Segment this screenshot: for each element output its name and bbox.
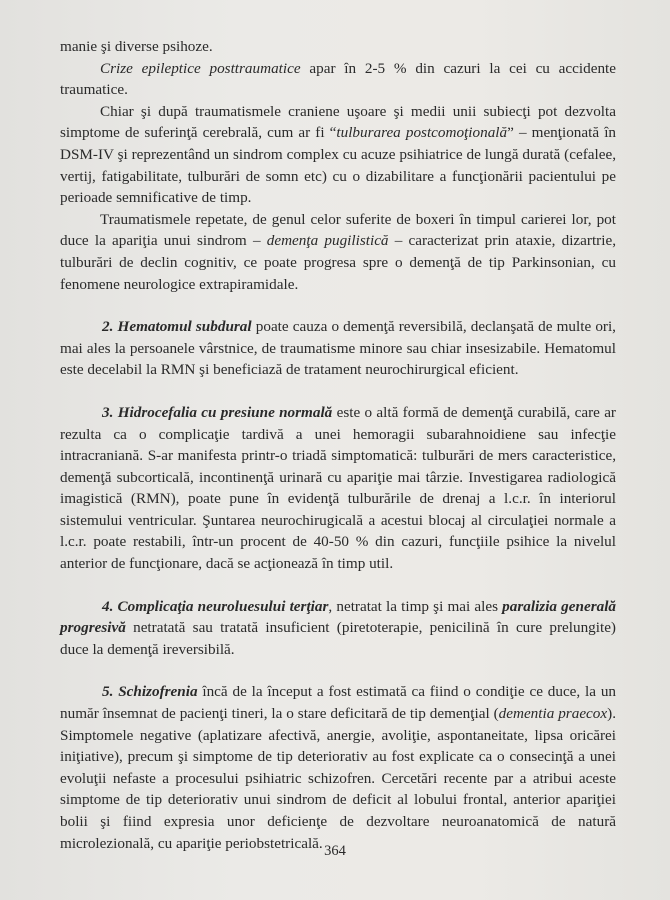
term-tulburarea-postcomotionala: tulburarea postcomoţională	[336, 124, 508, 142]
paragraph-dementa-pugilistica: Traumatismele repetate, de genul celor suferite de boxeri în timpul carierei lor, pot duce la apariţia unui sindrom – demenţa pugilistică – caracterizat prin ataxie, dizartrie, tulburări de declin cognitiv, ce poate progresa spre o demenţă de tip Parkinsonian, cu fenomene neurologice extrapiramidale.	[60, 210, 616, 293]
paragraph-hidrocefalia: 3. Hidrocefalia cu presiune normală este o altă formă de demenţă curabilă, care ar rezulta ca o complicaţie tardivă a unei hemoragii subarahnoidiene sau infecţie intracraniană. S-ar manifesta printr-o triadă simptomatică: tulburări de mers caracteristice, demenţă subcorticală, incontinenţă urinară cu apariţie mai târzie. Investigarea radiologică imagistică (RMN), poate pune în evidenţă tulburările de drenaj a l.c.r. în interiorul sistemului ventricular. Şuntarea neurochirugicală a acestui blocaj al circulaţiei normale a l.c.r. poate restabili, într-un procent de 40-50 % din cazuri, funcţiile psihice la nivelul anterior de funcţionare, dacă se acţionează în timp util.	[60, 403, 616, 573]
heading-neurolues: 4. Complicaţia neuroluesului terţiar	[102, 597, 329, 615]
paragraph-tulburarea-postcomotionala: Chiar şi după traumatismele craniene uşoare şi medii unii subiecţi pot dezvolta simptome de suferinţă cerebrală, cum ar fi “tulburarea postcomoţională” – menţionată în DSM-IV şi reprezentând un sindrom complex cu acuze psihiatrice de lungă durată (cefalee, vertij, fatigabilitate, tulburări de somn etc) cu o dizabilitare a funcţionării pacientului pe perioade semnificative de timp.	[60, 102, 617, 207]
heading-hematom-subdural: 2. Hematomul subdural	[102, 318, 252, 336]
paragraph-neurolues: 4. Complicaţia neuroluesului terţiar, netratat la timp şi mai ales paralizia generală progresivă netratată sau tratată insuficient (piretoterapie, penicilină în cure prelungite) duce la demenţă ireversibilă.	[60, 597, 617, 658]
term-dementa-pugilistica: demenţa pugilistică	[266, 232, 389, 250]
body-text	[60, 36, 616, 854]
term-dementia-praecox: dementia praecox	[498, 705, 608, 723]
term-paralizia-generala: paralizia generală progresivă	[60, 597, 617, 637]
paragraph-mania: manie şi diverse psihoze.	[60, 38, 213, 55]
paragraph-schizofrenia: 5. Schizofrenia încă de la început a fost estimată ca fiind o condiţie ce duce, la un număr însemnat de pacienţi tineri, la o stare deficitară de tip demenţial (dementia praecox). Simptomele negative (aplatizare afectivă, anergie, avoliţie, aspontaneitate, lipsa oricărei iniţiative), precum şi simptome de tip deteriorativ au fost explicate ca o consecinţă a unei evoluţii nefaste a procesului psihiatric schizofren. Cercetări recente par a atribui aceste simptome de tip deteriorativ unui sindrom de deficit al lobului frontal, anterior apariţiei bolii şi fiind expresia unor deficienţe de dezvoltare neuroanatomică de natură microlezională, cu apariţie periobstetricală.	[60, 683, 617, 852]
heading-hidrocefalia: 3. Hidrocefalia cu presiune normală	[102, 403, 333, 421]
paragraph-hematom-subdural: 2. Hematomul subdural poate cauza o demenţă reversibilă, declanşată de multe ori, mai ales la persoanele vârstnice, de traumatisme minore sau chiar insesizabile. Hematomul este decelabil la RMN şi beneficiază de tratament neurochirurgical eficient.	[60, 318, 616, 379]
paragraph-crize-epileptice: Crize epileptice posttraumatice apar în 2-5 % din cazuri la cei cu accidente traumatice.	[60, 59, 617, 99]
heading-schizofrenia: 5. Schizofrenia	[102, 683, 198, 701]
term-crize-epileptice: Crize epileptice posttraumatice	[100, 59, 301, 77]
page-number: 364	[324, 843, 346, 859]
